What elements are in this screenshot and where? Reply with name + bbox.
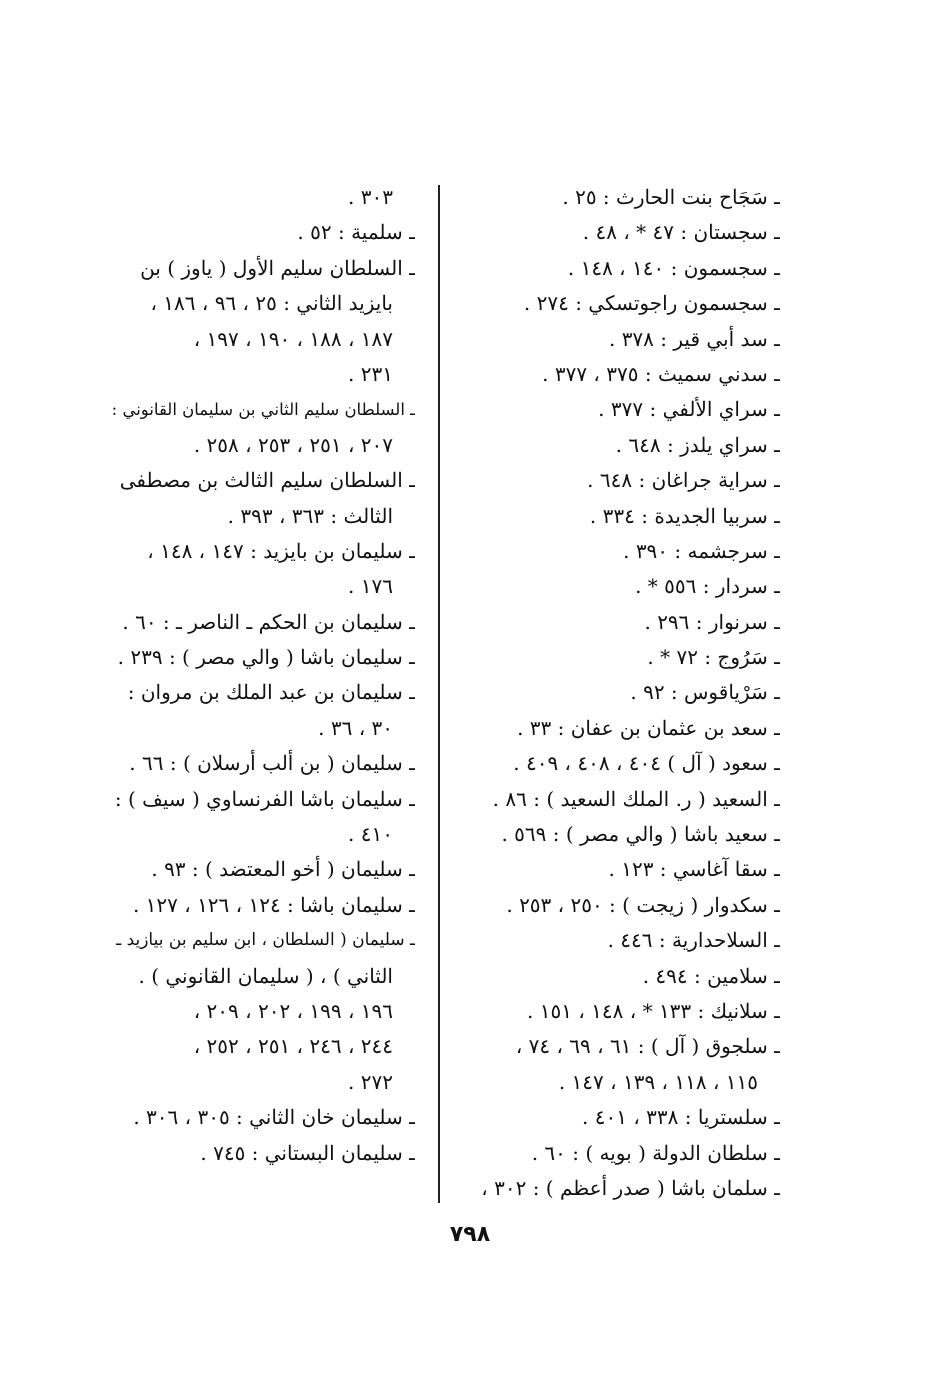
index-entry-continuation: الثاني ) ، ( سليمان القانوني ) . <box>138 963 393 988</box>
column-divider <box>438 185 440 1203</box>
index-entry: ـ سقا آغاسي : ١٢٣ . <box>608 857 780 882</box>
index-entry: ـ السلطان سليم الأول ( ياوز ) بن <box>140 255 415 280</box>
index-entry-continuation: ٤١٠ . <box>348 822 393 847</box>
index-entry: ـ السلطان سليم الثالث بن مصطفى <box>119 468 415 493</box>
index-entry: ـ سلانيك : ١٣٣ * ، ١٤٨ ، ١٥١ . <box>527 998 780 1023</box>
index-entry-continuation: ٢٤٤ ، ٢٤٦ ، ٢٥١ ، ٢٥٢ ، <box>193 1034 393 1059</box>
index-entry: ـ سرنوار : ٢٩٦ . <box>644 609 780 634</box>
index-entry-continuation: الثالث : ٣٦٣ ، ٣٩٣ . <box>227 503 393 528</box>
index-entry: ـ سعود ( آل ) ٤٠٤ ، ٤٠٨ ، ٤٠٩ . <box>513 751 780 776</box>
index-entry-continuation: ٢٠٧ ، ٢٥١ ، ٢٥٣ ، ٢٥٨ . <box>193 432 393 457</box>
index-column-left <box>110 180 415 1171</box>
index-entry: ـ سلمان باشا ( صدر أعظم ) : ٣٠٢ ، <box>481 1175 780 1200</box>
index-entry-continuation: ٣٠ ، ٣٦ . <box>318 715 393 740</box>
index-entry: ـ سلجوق ( آل ) : ٦١ ، ٦٩ ، ٧٤ ، <box>515 1034 780 1059</box>
index-entry: ـ سَرُوج : ٧٢ * . <box>647 645 780 670</box>
index-entry: ـ سجسمون راجوتسكي : ٢٧٤ . <box>523 291 780 316</box>
index-entry: ـ سليمان بن عبد الملك بن مروان : <box>127 680 415 705</box>
index-entry-continuation: ٢٣١ . <box>348 361 393 386</box>
index-entry-continuation: ١١٥ ، ١١٨ ، ١٣٩ ، ١٤٧ . <box>558 1069 758 1094</box>
index-entry: ـ سلطان الدولة ( بويه ) : ٦٠ . <box>531 1140 780 1165</box>
index-entry: ـ سليمان البستاني : ٧٤٥ . <box>200 1140 415 1165</box>
index-entry-continuation: ١٩٦ ، ١٩٩ ، ٢٠٢ ، ٢٠٩ ، <box>193 998 393 1023</box>
index-entry: ـ سربيا الجديدة : ٣٣٤ . <box>589 503 780 528</box>
index-entry: ـ سكدوار ( زيجت ) : ٢٥٠ ، ٢٥٣ . <box>506 892 780 917</box>
index-entry: ـ السلاحدارية : ٤٤٦ . <box>607 928 780 953</box>
index-entry: ـ سلمية : ٥٢ . <box>297 220 415 245</box>
index-entry: ـ سرجشمه : ٣٩٠ . <box>623 538 780 563</box>
index-entry: ـ سراية جراغان : ٦٤٨ . <box>587 468 780 493</box>
index-entry: ـ سراي الألفي : ٣٧٧ . <box>598 397 780 422</box>
index-entry: ـ سَرْياقوس : ٩٢ . <box>630 680 780 705</box>
index-entry: ـ سجستان : ٤٧ * ، ٤٨ . <box>582 220 780 245</box>
index-entry: ـ سليمان ( السلطان ، ابن سليم بن بيازيد ـ <box>116 930 415 951</box>
index-entry: ـ سردار : ٥٥٦ * . <box>635 574 780 599</box>
index-entry: ـ سد أبي قير : ٣٧٨ . <box>608 326 780 351</box>
index-entry: ـ السلطان سليم الثاني بن سليمان القانوني : <box>111 400 415 420</box>
index-entry: ـ سجسمون : ١٤٠ ، ١٤٨ . <box>567 255 780 280</box>
index-entry: ـ سعيد باشا ( والي مصر ) : ٥٦٩ . <box>501 822 780 847</box>
index-entry: ـ سليمان ( أخو المعتضد ) : ٩٣ . <box>151 857 415 882</box>
index-entry-continuation: ١٨٧ ، ١٨٨ ، ١٩٠ ، ١٩٧ ، <box>193 326 393 351</box>
index-entry: ـ سراي يلدز : ٦٤٨ . <box>615 432 780 457</box>
index-entry: ـ سليمان بن الحكم ـ الناصر ـ : ٦٠ . <box>122 609 415 634</box>
index-entry: ـ سدني سميث : ٣٧٥ ، ٣٧٧ . <box>542 361 780 386</box>
index-entry-continuation: بايزيد الثاني : ٢٥ ، ٩٦ ، ١٨٦ ، <box>150 291 393 316</box>
index-entry: ـ سليمان باشا الفرنساوي ( سيف ) : <box>114 786 415 811</box>
index-entry-continuation: ١٧٦ . <box>348 574 393 599</box>
index-entry: ـ سلامين : ٤٩٤ . <box>642 963 780 988</box>
index-entry-continuation: ٣٠٣ . <box>348 185 393 209</box>
index-entry: ـ سَجَاح بنت الحارث : ٢٥ . <box>562 185 780 209</box>
index-entry: ـ السعيد ( ر. الملك السعيد ) : ٨٦ . <box>492 786 780 811</box>
index-entry: ـ سليمان باشا ( والي مصر ) : ٢٣٩ . <box>117 645 415 670</box>
index-entry: ـ سليمان خان الثاني : ٣٠٥ ، ٣٠٦ . <box>133 1105 415 1130</box>
page-number: ٧٩٨ <box>449 1222 491 1247</box>
index-column-right <box>465 180 780 1206</box>
index-entry: ـ سليمان باشا : ١٢٤ ، ١٢٦ ، ١٢٧ . <box>132 892 415 917</box>
index-entry: ـ سلستريا : ٣٣٨ ، ٤٠١ . <box>582 1105 780 1130</box>
index-entry: ـ سليمان بن بايزيد : ١٤٧ ، ١٤٨ ، <box>147 538 415 563</box>
index-entry-continuation: ٢٧٢ . <box>348 1069 393 1094</box>
index-entry: ـ سعد بن عثمان بن عفان : ٣٣ . <box>517 715 780 740</box>
index-entry: ـ سليمان ( بن ألب أرسلان ) : ٦٦ . <box>129 751 415 776</box>
